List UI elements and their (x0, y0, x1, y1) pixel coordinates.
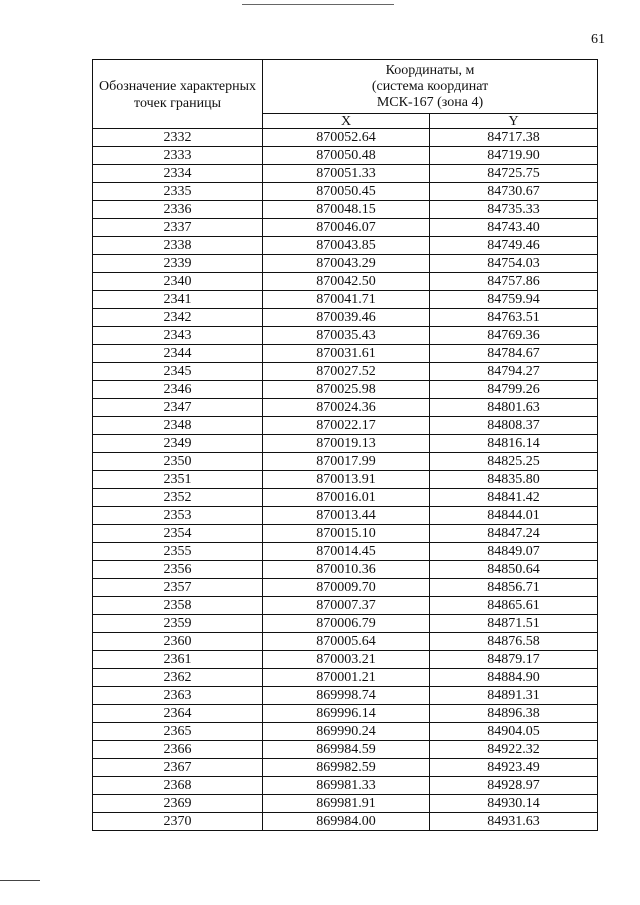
table-row (93, 561, 598, 579)
top-divider (242, 4, 394, 5)
x-coordinate-cell: 870013.91 (263, 471, 430, 489)
y-coordinate-cell: 84865.61 (430, 597, 598, 615)
point-id-cell: 2365 (93, 723, 263, 741)
x-coordinate-cell: 870046.07 (263, 219, 430, 237)
table-row (93, 489, 598, 507)
y-coordinate-cell: 84891.31 (430, 687, 598, 705)
table-row (93, 147, 598, 165)
x-column-header: X (263, 114, 430, 129)
designation-column-header: Обозначение характерных точек границы (93, 60, 263, 129)
y-coordinate-cell: 84930.14 (430, 795, 598, 813)
table-row (93, 453, 598, 471)
table-row (93, 759, 598, 777)
y-coordinate-cell: 84844.01 (430, 507, 598, 525)
x-coordinate-cell: 869981.33 (263, 777, 430, 795)
point-id-cell: 2343 (93, 327, 263, 345)
x-coordinate-cell: 870009.70 (263, 579, 430, 597)
table-row (93, 615, 598, 633)
point-id-cell: 2342 (93, 309, 263, 327)
point-id-cell: 2357 (93, 579, 263, 597)
table-row (93, 525, 598, 543)
point-id-cell: 2369 (93, 795, 263, 813)
x-coordinate-cell: 869990.24 (263, 723, 430, 741)
x-coordinate-cell: 870025.98 (263, 381, 430, 399)
x-coordinate-cell: 870048.15 (263, 201, 430, 219)
point-id-cell: 2341 (93, 291, 263, 309)
table-row (93, 687, 598, 705)
point-id-cell: 2354 (93, 525, 263, 543)
point-id-cell: 2338 (93, 237, 263, 255)
point-id-cell: 2366 (93, 741, 263, 759)
y-coordinate-cell: 84825.25 (430, 453, 598, 471)
x-coordinate-cell: 870051.33 (263, 165, 430, 183)
table-row (93, 237, 598, 255)
x-coordinate-cell: 870007.37 (263, 597, 430, 615)
y-coordinate-cell: 84754.03 (430, 255, 598, 273)
table-row (93, 291, 598, 309)
x-coordinate-cell: 870027.52 (263, 363, 430, 381)
y-coordinate-cell: 84769.36 (430, 327, 598, 345)
x-coordinate-cell: 870052.64 (263, 129, 430, 147)
point-id-cell: 2340 (93, 273, 263, 291)
x-coordinate-cell: 870013.44 (263, 507, 430, 525)
y-coordinate-cell: 84896.38 (430, 705, 598, 723)
y-coordinate-cell: 84922.32 (430, 741, 598, 759)
x-coordinate-cell: 870043.29 (263, 255, 430, 273)
y-coordinate-cell: 84757.86 (430, 273, 598, 291)
point-id-cell: 2349 (93, 435, 263, 453)
x-coordinate-cell: 870050.45 (263, 183, 430, 201)
table-row (93, 345, 598, 363)
coordinates-header-line3: МСК-167 (зона 4) (376, 94, 484, 110)
y-coordinate-cell: 84801.63 (430, 399, 598, 417)
y-coordinate-cell: 84749.46 (430, 237, 598, 255)
point-id-cell: 2360 (93, 633, 263, 651)
x-coordinate-cell: 870039.46 (263, 309, 430, 327)
x-coordinate-cell: 870043.85 (263, 237, 430, 255)
table-row (93, 579, 598, 597)
x-coordinate-cell: 870010.36 (263, 561, 430, 579)
y-coordinate-cell: 84904.05 (430, 723, 598, 741)
x-coordinate-cell: 870042.50 (263, 273, 430, 291)
y-coordinate-cell: 84876.58 (430, 633, 598, 651)
x-coordinate-cell: 870006.79 (263, 615, 430, 633)
point-id-cell: 2359 (93, 615, 263, 633)
table-row (93, 597, 598, 615)
x-coordinate-cell: 869982.59 (263, 759, 430, 777)
y-coordinate-cell: 84850.64 (430, 561, 598, 579)
table-row (93, 219, 598, 237)
coordinates-column-header (263, 60, 598, 114)
coordinates-header-line2: (система координат (371, 78, 489, 94)
point-id-cell: 2350 (93, 453, 263, 471)
table-row (93, 471, 598, 489)
x-coordinate-cell: 870014.45 (263, 543, 430, 561)
table-row (93, 723, 598, 741)
x-coordinate-cell: 870031.61 (263, 345, 430, 363)
table-row (93, 363, 598, 381)
point-id-cell: 2368 (93, 777, 263, 795)
table-body (93, 129, 598, 831)
point-id-cell: 2358 (93, 597, 263, 615)
y-coordinate-cell: 84719.90 (430, 147, 598, 165)
point-id-cell: 2337 (93, 219, 263, 237)
point-id-cell: 2339 (93, 255, 263, 273)
table-row (93, 273, 598, 291)
x-coordinate-cell: 870003.21 (263, 651, 430, 669)
point-id-cell: 2334 (93, 165, 263, 183)
point-id-cell: 2346 (93, 381, 263, 399)
y-coordinate-cell: 84759.94 (430, 291, 598, 309)
point-id-cell: 2362 (93, 669, 263, 687)
table-row (93, 381, 598, 399)
point-id-cell: 2363 (93, 687, 263, 705)
page-number: 61 (591, 32, 605, 47)
point-id-cell: 2336 (93, 201, 263, 219)
x-coordinate-cell: 869996.14 (263, 705, 430, 723)
point-id-cell: 2353 (93, 507, 263, 525)
x-coordinate-cell: 870024.36 (263, 399, 430, 417)
table-row (93, 633, 598, 651)
x-coordinate-cell: 870041.71 (263, 291, 430, 309)
x-coordinate-cell: 870016.01 (263, 489, 430, 507)
table-row (93, 327, 598, 345)
y-coordinate-cell: 84879.17 (430, 651, 598, 669)
x-coordinate-cell: 870005.64 (263, 633, 430, 651)
y-coordinate-cell: 84923.49 (430, 759, 598, 777)
point-id-cell: 2333 (93, 147, 263, 165)
point-id-cell: 2352 (93, 489, 263, 507)
y-coordinate-cell: 84884.90 (430, 669, 598, 687)
table-row (93, 201, 598, 219)
point-id-cell: 2355 (93, 543, 263, 561)
y-coordinate-cell: 84799.26 (430, 381, 598, 399)
table-row (93, 309, 598, 327)
table-row (93, 705, 598, 723)
y-coordinate-cell: 84717.38 (430, 129, 598, 147)
table-row (93, 777, 598, 795)
bottom-edge-mark (0, 880, 40, 881)
coordinates-table (92, 59, 598, 831)
y-coordinate-cell: 84816.14 (430, 435, 598, 453)
y-coordinate-cell: 84730.67 (430, 183, 598, 201)
table-row (93, 417, 598, 435)
point-id-cell: 2351 (93, 471, 263, 489)
table-row (93, 507, 598, 525)
point-id-cell: 2345 (93, 363, 263, 381)
point-id-cell: 2364 (93, 705, 263, 723)
y-coordinate-cell: 84928.97 (430, 777, 598, 795)
x-coordinate-cell: 870050.48 (263, 147, 430, 165)
table-row (93, 399, 598, 417)
y-coordinate-cell: 84847.24 (430, 525, 598, 543)
table-row (93, 435, 598, 453)
y-coordinate-cell: 84849.07 (430, 543, 598, 561)
y-column-header: Y (430, 114, 598, 129)
x-coordinate-cell: 870019.13 (263, 435, 430, 453)
y-coordinate-cell: 84841.42 (430, 489, 598, 507)
point-id-cell: 2370 (93, 813, 263, 831)
point-id-cell: 2335 (93, 183, 263, 201)
point-id-cell: 2344 (93, 345, 263, 363)
y-coordinate-cell: 84725.75 (430, 165, 598, 183)
table-row (93, 795, 598, 813)
point-id-cell: 2361 (93, 651, 263, 669)
x-coordinate-cell: 870001.21 (263, 669, 430, 687)
table-row (93, 669, 598, 687)
x-coordinate-cell: 869998.74 (263, 687, 430, 705)
table-row (93, 741, 598, 759)
x-coordinate-cell: 869984.59 (263, 741, 430, 759)
y-coordinate-cell: 84784.67 (430, 345, 598, 363)
x-coordinate-cell: 870017.99 (263, 453, 430, 471)
y-coordinate-cell: 84856.71 (430, 579, 598, 597)
point-id-cell: 2356 (93, 561, 263, 579)
x-coordinate-cell: 869984.00 (263, 813, 430, 831)
y-coordinate-cell: 84735.33 (430, 201, 598, 219)
y-coordinate-cell: 84763.51 (430, 309, 598, 327)
x-coordinate-cell: 869981.91 (263, 795, 430, 813)
y-coordinate-cell: 84808.37 (430, 417, 598, 435)
x-coordinate-cell: 870015.10 (263, 525, 430, 543)
table-row (93, 129, 598, 147)
point-id-cell: 2367 (93, 759, 263, 777)
y-coordinate-cell: 84835.80 (430, 471, 598, 489)
table-row (93, 813, 598, 831)
table-row (93, 543, 598, 561)
point-id-cell: 2347 (93, 399, 263, 417)
table-row (93, 165, 598, 183)
x-coordinate-cell: 870035.43 (263, 327, 430, 345)
coordinates-header-line1: Координаты, м (385, 62, 475, 78)
table-row (93, 651, 598, 669)
table-row (93, 183, 598, 201)
point-id-cell: 2348 (93, 417, 263, 435)
table-row (93, 255, 598, 273)
x-coordinate-cell: 870022.17 (263, 417, 430, 435)
y-coordinate-cell: 84871.51 (430, 615, 598, 633)
y-coordinate-cell: 84931.63 (430, 813, 598, 831)
y-coordinate-cell: 84794.27 (430, 363, 598, 381)
point-id-cell: 2332 (93, 129, 263, 147)
y-coordinate-cell: 84743.40 (430, 219, 598, 237)
